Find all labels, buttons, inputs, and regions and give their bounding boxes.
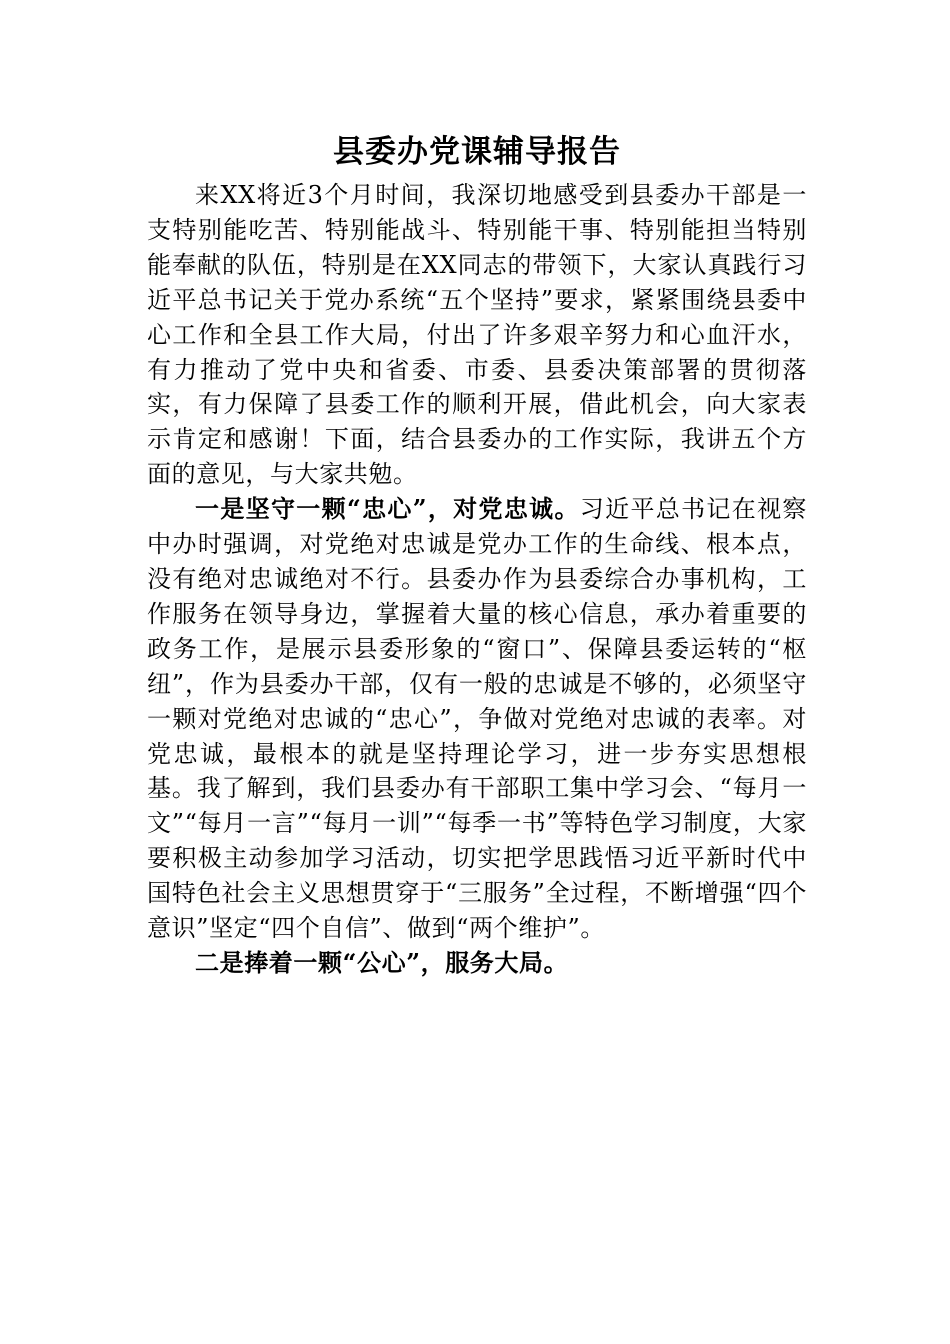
document-page <box>147 126 807 981</box>
paragraph-point-one-heading: 一是坚守一颗“忠心”，对党忠诚。 <box>195 494 580 524</box>
paragraph-intro <box>147 178 807 492</box>
paragraph-point-two <box>147 946 807 981</box>
paragraph-point-one-text: 习近平总书记在视察中办时强调，对党绝对忠诚是党办工作的生命线、根本点，没有绝对忠诚绝对不行。县委办作为县委综合办事机构，工作服务在领导身边，掌握着大量的核心信息，承办着重要的政务工作，是展示县委形象的“窗口”、保障县委运转的“枢纽”，作为县委办干部，仅有一般的忠诚是不够的，必须坚守一颗对党绝对忠诚的“忠心”，争做对党绝对忠诚的表率。对党忠诚，最根本的就是坚持理论学习，进一步夯实思想根基。我了解到，我们县委办有干部职工集中学习会、“每月一文”“每月一言”“每月一训”“每季一书”等特色学习制度，大家要积极主动参加学习活动，切实把学思践悟习近平新时代中国特色社会主义思想贯穿于“三服务”全过程，不断增强“四个意识”坚定“四个自信”、做到“两个维护”。 <box>147 495 807 943</box>
paragraph-point-one <box>147 492 807 946</box>
paragraph-intro-text: 来XX将近3个月时间，我深切地感受到县委办干部是一支特别能吃苦、特别能战斗、特别能干事、特别能担当特别能奉献的队伍，特别是在XX同志的带领下，大家认真践行习近平总书记关于党办系统“五个坚持”要求，紧紧围绕县委中心工作和全县工作大局，付出了许多艰辛努力和心血汗水，有力推动了党中央和省委、市委、县委决策部署的贯彻落实，有力保障了县委工作的顺利开展，借此机会，向大家表示肯定和感谢！下面，结合县委办的工作实际，我讲五个方面的意见，与大家共勉。 <box>147 181 807 489</box>
document-title: 县委办党课辅导报告 <box>333 134 621 170</box>
paragraph-point-two-heading: 二是捧着一颗“公心”，服务大局。 <box>195 947 569 977</box>
